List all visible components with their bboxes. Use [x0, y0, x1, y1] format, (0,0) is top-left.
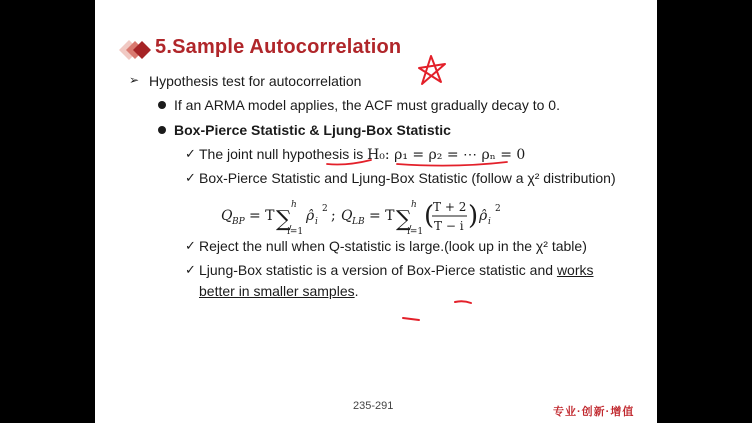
- pen-mark-2: [455, 301, 471, 303]
- formula-rho: ρ̂: [306, 208, 315, 224]
- formula-sum-sign-2: ∑: [396, 207, 412, 232]
- formula-eq-2: = T: [369, 208, 395, 224]
- formula-paren-right: ): [468, 201, 479, 231]
- null-hypothesis-math: H₀: ρ₁ = ρ₂ = ⋯ ρₙ = 0: [367, 147, 526, 163]
- check-distribution: Box-Pierce Statistic and Ljung-Box Statistic (follow a χ² distribution): [199, 170, 616, 186]
- check-icon: ✓: [185, 238, 196, 253]
- slide: [95, 0, 657, 423]
- bullet-arma: If an ARMA model applies, the ACF must gradually decay to 0.: [174, 97, 560, 113]
- ljung-box-underlined-1: works: [556, 262, 594, 278]
- brand-slogan: 专业·创新·增值: [553, 406, 635, 418]
- formula-paren-left: (: [424, 201, 435, 231]
- formula-sum-top: h: [291, 200, 297, 210]
- check-icon: ✓: [185, 262, 196, 277]
- formula-eq: = T: [249, 208, 275, 224]
- formula-rho-2: ρ̂: [479, 208, 488, 224]
- pen-mark-1: [403, 318, 419, 320]
- formula-sum-sign: ∑: [276, 207, 292, 232]
- q-statistic-formula: [221, 196, 511, 238]
- check-ljung-box: [199, 262, 594, 278]
- formula-rho-sub: i: [315, 217, 318, 227]
- formula-rho-square-2: 2: [495, 204, 501, 214]
- hand-drawn-star-icon: [413, 52, 451, 90]
- title-diamond-logo: [109, 36, 155, 64]
- null-hypothesis-text: The joint null hypothesis is: [199, 146, 368, 162]
- slide-title: 5.Sample Autocorrelation: [155, 36, 402, 58]
- check-null-hypothesis: [199, 146, 525, 163]
- bullet-statistics: Box-Pierce Statistic & Ljung-Box Statistic: [174, 122, 451, 138]
- formula-sum-bottom: i=1: [287, 227, 304, 237]
- hypothesis-heading: Hypothesis test for autocorrelation: [149, 73, 362, 89]
- formula-sum-bottom-2: i=1: [407, 227, 424, 237]
- formula-fraction-denominator: T − i: [434, 219, 464, 233]
- formula-qlb-sub: LB: [352, 217, 365, 227]
- bullet-dot: [158, 126, 166, 134]
- check-reject-null: Reject the null when Q-statistic is large.(look up in the χ² table): [199, 238, 587, 254]
- check-icon: ✓: [185, 146, 196, 161]
- ljung-box-underlined-2: better in smaller samples: [199, 283, 355, 299]
- bullet-dot: [158, 101, 166, 109]
- ljung-box-text: Ljung-Box statistic is a version of Box-Pierce statistic and: [199, 262, 557, 278]
- check-ljung-box-line2: [199, 283, 359, 299]
- check-icon: ✓: [185, 170, 196, 185]
- formula-qbp-sub: BP: [232, 217, 245, 227]
- formula-rho-sub-2: i: [488, 217, 491, 227]
- formula-sum-top-2: h: [411, 200, 417, 210]
- ljung-box-end: .: [354, 283, 359, 299]
- arrow-bullet-icon: ➢: [129, 73, 140, 87]
- page-number: 235-291: [353, 400, 394, 412]
- formula-rho-square: 2: [322, 204, 328, 214]
- formula-separator: ;: [331, 208, 336, 224]
- formula-fraction-numerator: T + 2: [433, 200, 467, 214]
- formula-qbp: Q: [221, 208, 233, 224]
- formula-qlb: Q: [341, 208, 353, 224]
